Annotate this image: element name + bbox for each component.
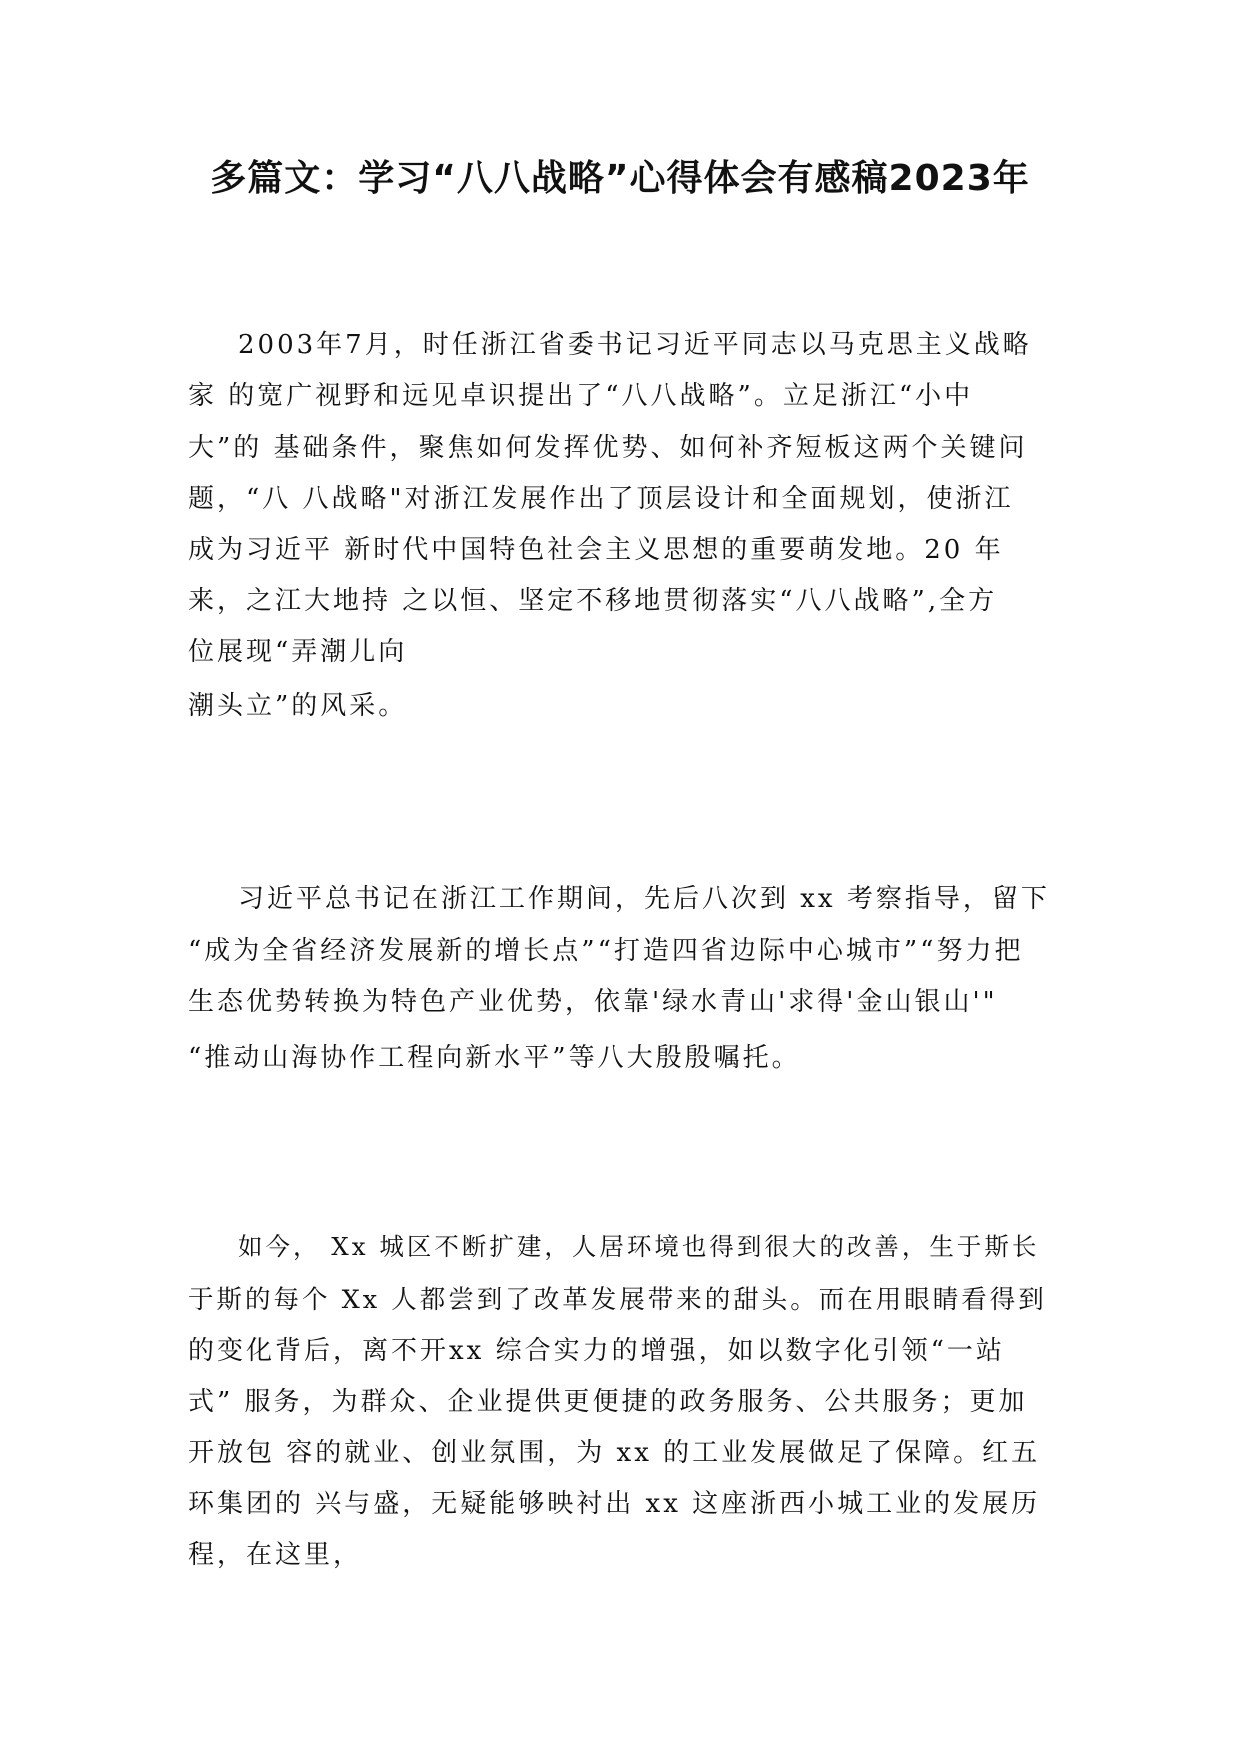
paragraph-3-line-4: 式” 服务，为群众、企业提供更便捷的政务服务、公共服务；更加	[188, 1387, 1028, 1417]
paragraph-1-line-1: 2003年7月，时任浙江省委书记习近平同志以马克思主义战略	[238, 330, 1032, 360]
paragraph-1-line-4: 题，“八 八战略"对浙江发展作出了顶层设计和全面规划，使浙江	[188, 484, 1014, 514]
paragraph-3-line-1: 如今， Xx 城区不断扩建，人居环境也得到很大的改善，生于斯长	[238, 1232, 1040, 1261]
paragraph-1-line-2: 家 的宽广视野和远见卓识提出了“八八战略”。立足浙江“小中	[188, 381, 974, 411]
paragraph-3-line-7: 程，在这里，	[188, 1540, 363, 1570]
paragraph-2-line-3: 生态优势转换为特色产业优势，依靠'绿水青山'求得'金山银山'"	[188, 987, 998, 1017]
paragraph-1-line-7: 位展现“弄潮儿向	[188, 637, 408, 667]
paragraph-3-line-3: 的变化背后，离不开xx 综合实力的增强，如以数字化引领“一站	[188, 1336, 1005, 1366]
paragraph-3-line-6: 环集团的 兴与盛，无疑能够映衬出 xx 这座浙西小城工业的发展历	[188, 1489, 1041, 1519]
paragraph-3-line-2: 于斯的每个 Xx 人都尝到了改革发展带来的甜头。而在用眼睛看得到	[188, 1285, 1047, 1315]
paragraph-3-line-5: 开放包 容的就业、创业氛围，为 xx 的工业发展做足了保障。红五	[188, 1438, 1041, 1468]
paragraph-1-line-6: 来，之江大地持 之以恒、坚定不移地贯彻落实“八八战略”,全方	[188, 586, 998, 616]
paragraph-1-line-8: 潮头立”的风采。	[188, 691, 408, 721]
paragraph-2-line-4: “推动山海协作工程向新水平”等八大殷殷嘱托。	[188, 1043, 801, 1073]
paragraph-2-line-1: 习近平总书记在浙江工作期间，先后八次到 xx 考察指导，留下	[238, 884, 1050, 914]
paragraph-1-line-3: 大”的 基础条件，聚焦如何发挥优势、如何补齐短板这两个关键问	[188, 433, 1028, 463]
paragraph-1-line-5: 成为习近平 新时代中国特色社会主义思想的重要萌发地。20 年	[188, 535, 1004, 565]
paragraph-2-line-2: “成为全省经济发展新的增长点”“打造四省边际中心城市”“努力把	[188, 936, 1024, 966]
document-title: 多篇文：学习“八八战略”心得体会有感稿2023年	[210, 158, 1030, 199]
